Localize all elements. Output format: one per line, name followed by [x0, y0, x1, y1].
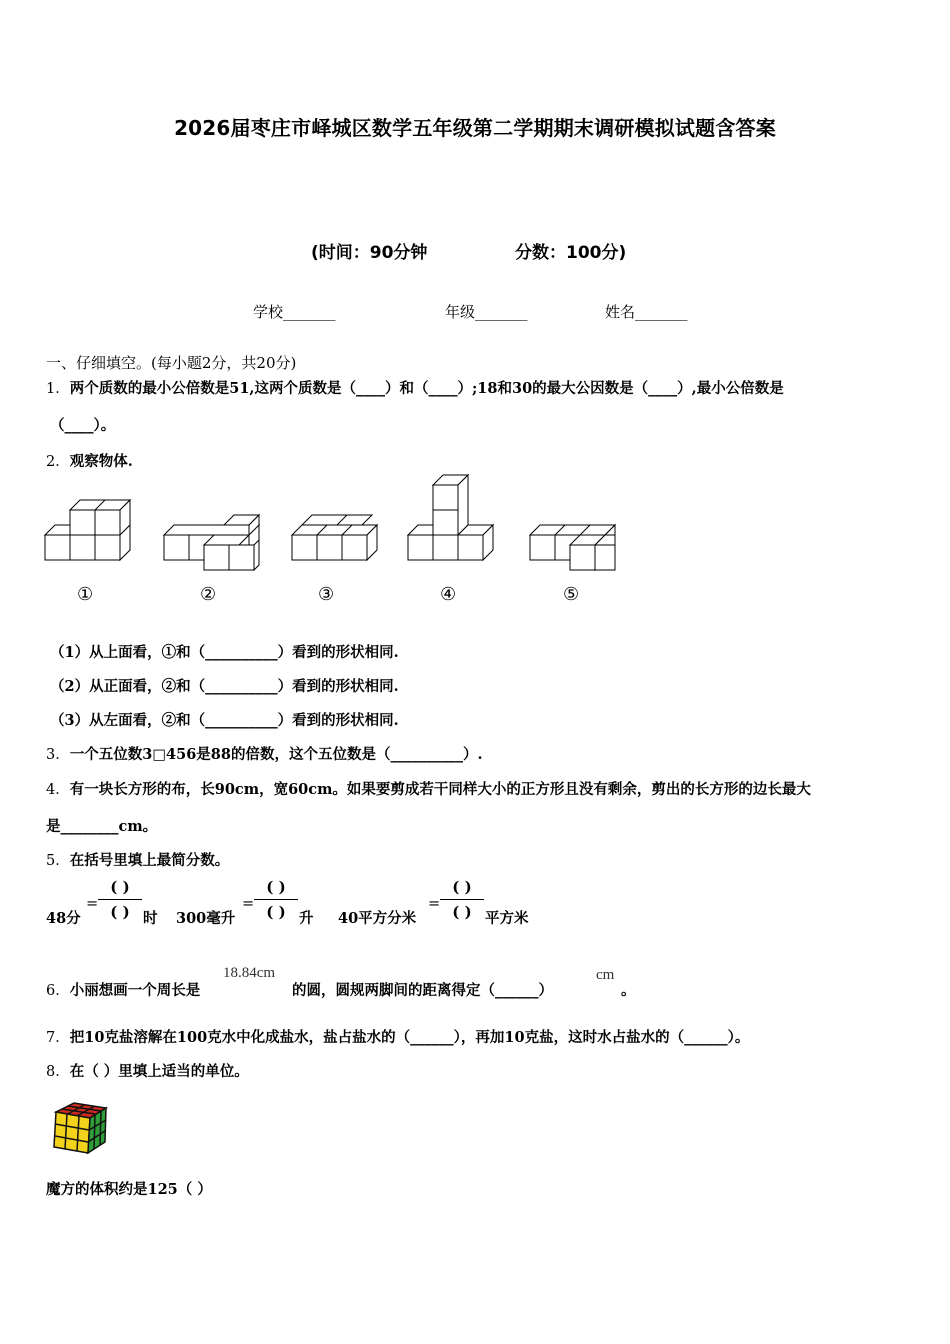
- cube-figure-3: [292, 515, 377, 560]
- question-text: 观察物体.: [69, 453, 133, 470]
- q5-item-3: 40平方分米: [338, 910, 417, 927]
- question-4-line2: 是________cm。: [46, 818, 158, 835]
- cube-figure-4: [408, 475, 493, 560]
- question-2-sub-3: （3）从左面看，②和（__________）看到的形状相同.: [50, 712, 399, 729]
- question-number: 1．: [46, 381, 70, 397]
- question-6-text: 的圆，圆规两脚间的距离得定（______）: [292, 982, 553, 999]
- exam-score: 分数：100分): [515, 243, 627, 263]
- q5-item-1: 48分: [46, 910, 81, 927]
- denominator-blank[interactable]: ( ): [266, 903, 286, 921]
- q5-unit-2: 升: [299, 910, 314, 927]
- denominator-blank[interactable]: ( ): [110, 903, 130, 921]
- question-8: [46, 1060, 249, 1081]
- question-number: 2．: [46, 454, 70, 470]
- question-2-sub-1: （1）从上面看，①和（__________）看到的形状相同.: [50, 644, 399, 661]
- q5-unit-1: 时: [143, 910, 158, 927]
- question-5: [46, 849, 229, 870]
- perimeter-value: 18.84cm: [223, 965, 276, 981]
- equals-sign: =: [86, 896, 99, 912]
- question-4: [46, 778, 811, 799]
- question-number: 4．: [46, 782, 70, 798]
- figure-label-3: ③: [318, 584, 335, 605]
- question-number: 6．: [46, 983, 70, 999]
- question-number: 7．: [46, 1030, 70, 1046]
- cube-figure-5: [530, 525, 615, 570]
- question-text: 在括号里填上最简分数。: [69, 852, 230, 869]
- question-text: 有一块长方形的布，长90cm，宽60cm。如果要剪成若干同样大小的正方形且没有剩余，剪出的长方形的边长最大: [69, 781, 811, 798]
- numerator-blank[interactable]: ( ): [110, 878, 130, 896]
- cube-figures: [40, 472, 630, 572]
- exam-time: (时间：90分钟: [311, 243, 428, 263]
- question-number: 8．: [46, 1064, 70, 1080]
- unit-cm: cm: [596, 967, 615, 983]
- question-number: 5．: [46, 853, 70, 869]
- figure-label-2: ②: [200, 584, 217, 605]
- question-3: [46, 743, 483, 764]
- cube-figure-1: [45, 500, 130, 560]
- equals-sign: =: [428, 896, 441, 912]
- fraction-2[interactable]: [254, 878, 298, 921]
- grade-field[interactable]: 年级_______: [445, 303, 528, 321]
- figure-label-5: ⑤: [563, 584, 580, 605]
- question-text: 把10克盐溶解在100克水中化成盐水，盐占盐水的（______），再加10克盐，这时水占盐水的（______）。: [69, 1029, 750, 1046]
- question-number: 3．: [46, 747, 70, 763]
- q5-unit-3: 平方米: [485, 910, 529, 927]
- question-text: 两个质数的最小公倍数是51,这两个质数是（____）和（____）;18和30的最大公因数是（____）,最小公倍数是: [69, 380, 784, 397]
- question-8-answer: 魔方的体积约是125（ ）: [46, 1181, 212, 1198]
- question-6: [46, 979, 200, 1000]
- numerator-blank[interactable]: ( ): [452, 878, 472, 896]
- figure-label-1: ①: [77, 584, 94, 605]
- school-field[interactable]: 学校_______: [253, 303, 336, 321]
- question-7: [46, 1026, 749, 1047]
- question-2: [46, 450, 133, 471]
- q5-item-2: 300毫升: [176, 910, 236, 927]
- section-heading: 一、仔细填空。(每小题2分，共20分): [46, 354, 297, 372]
- question-6-end: 。: [621, 982, 636, 999]
- question-1: [46, 377, 784, 398]
- numerator-blank[interactable]: ( ): [266, 878, 286, 896]
- question-text: 在（ ）里填上适当的单位。: [69, 1063, 249, 1080]
- fraction-3[interactable]: [440, 878, 484, 921]
- fraction-1[interactable]: [98, 878, 142, 921]
- name-field[interactable]: 姓名_______: [605, 303, 688, 321]
- question-1-line2: （____）。: [50, 417, 116, 434]
- question-2-sub-2: （2）从正面看，②和（__________）看到的形状相同.: [50, 678, 399, 695]
- question-text: 小丽想画一个周长是: [69, 982, 201, 999]
- figure-label-4: ④: [440, 584, 457, 605]
- question-text: 一个五位数3□456是88的倍数，这个五位数是（__________）.: [69, 746, 483, 763]
- equals-sign: =: [242, 896, 255, 912]
- denominator-blank[interactable]: ( ): [452, 903, 472, 921]
- cube-figure-2: [164, 515, 259, 570]
- rubiks-cube-image: [50, 1100, 112, 1156]
- document-title: 2026届枣庄市峄城区数学五年级第二学期期末调研模拟试题含答案: [174, 116, 776, 140]
